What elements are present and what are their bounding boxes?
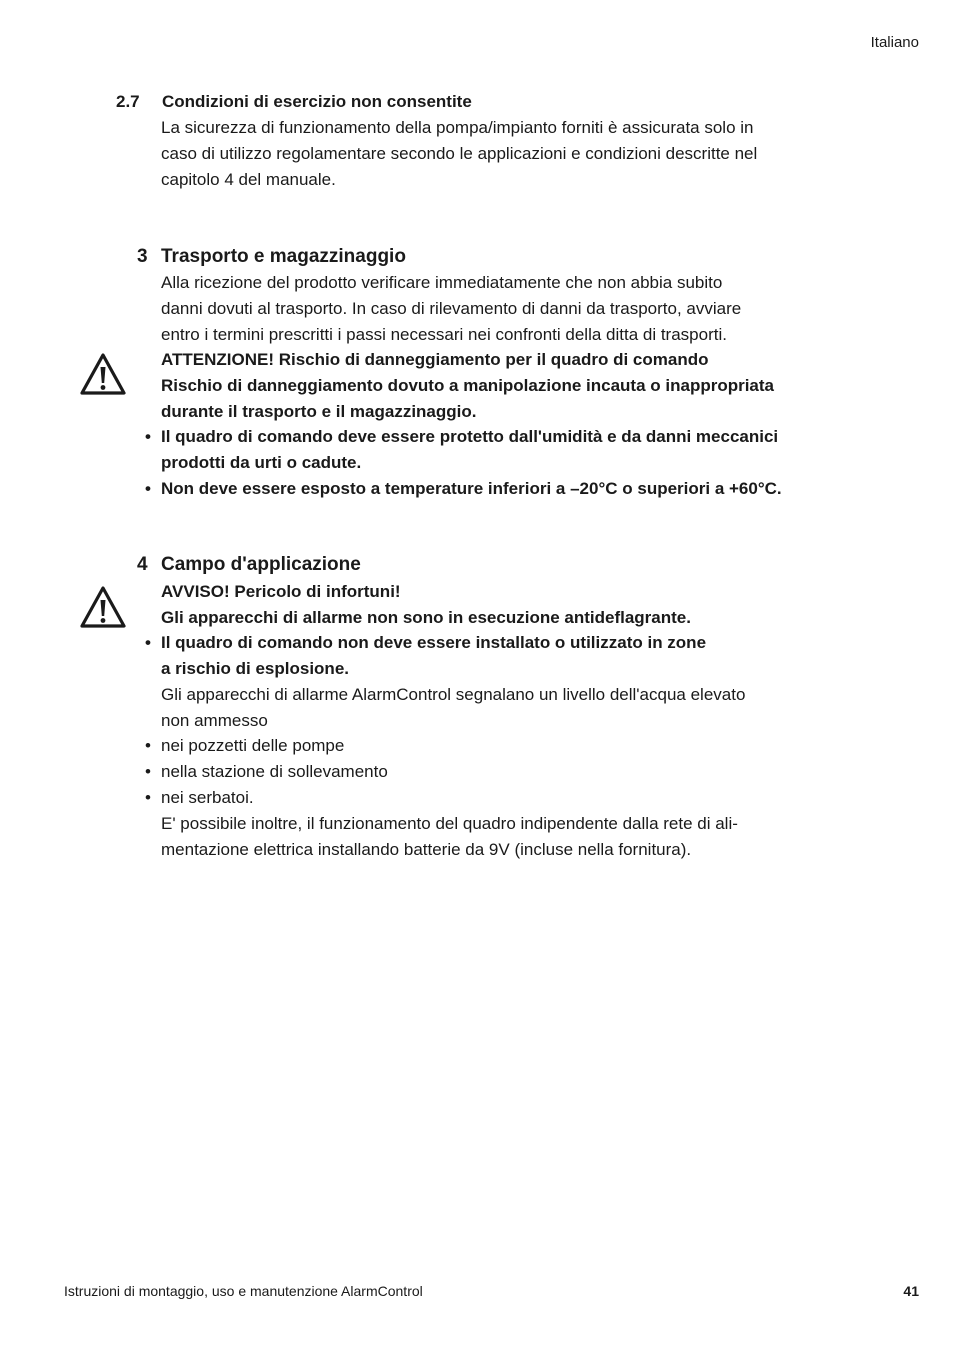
list-item-line: nella stazione di sollevamento xyxy=(161,762,388,781)
list-item xyxy=(145,424,845,476)
paragraph-line: La sicurezza di funzionamento della pompa/impianto forniti è assicurata solo in xyxy=(161,118,754,137)
list-item xyxy=(145,733,845,759)
page-number: 41 xyxy=(903,1283,919,1299)
paragraph-line: non ammesso xyxy=(161,710,268,730)
list-item-line: nei serbatoi. xyxy=(161,788,254,807)
paragraph-line: mentazione elettrica installando batterie da 9V (incluse nella fornitura). xyxy=(161,839,692,859)
section-4-warning xyxy=(161,579,841,631)
list-item xyxy=(145,630,845,682)
list-item-line: a rischio di esplosione. xyxy=(161,658,349,678)
section-number: 2.7 xyxy=(116,92,140,111)
list-item xyxy=(145,785,845,811)
warning-line: Rischio di danneggiamento dovuto a manipolazione incauta o inappropriata xyxy=(161,375,775,395)
section-4-heading xyxy=(137,554,361,576)
warning-line: ATTENZIONE! Rischio di danneggiamento per il quadro di comando xyxy=(161,350,709,369)
warning-line: Gli apparecchi di allarme non sono in esecuzione antideflagrante. xyxy=(161,607,691,627)
list-item xyxy=(145,476,845,502)
list-item-line: Il quadro di comando non deve essere installato o utilizzato in zone xyxy=(161,633,707,652)
footer-title: Istruzioni di montaggio, uso e manutenzione AlarmControl xyxy=(64,1283,423,1299)
paragraph-line: E' possibile inoltre, il funzionamento del quadro indipendente dalla rete di ali- xyxy=(161,814,738,833)
section-2-7-body xyxy=(161,115,841,192)
section-title: Trasporto e magazzinaggio xyxy=(161,246,406,267)
bullet-icon: • xyxy=(145,736,151,755)
section-3-body xyxy=(161,270,841,347)
list-item xyxy=(145,759,845,785)
bullet-icon: • xyxy=(145,479,151,498)
warning-line: durante il trasporto e il magazzinaggio. xyxy=(161,401,477,421)
paragraph-line: capitolo 4 del manuale. xyxy=(161,169,336,189)
warning-triangle-icon xyxy=(79,585,127,629)
bullet-icon: • xyxy=(145,427,151,446)
list-item-line: Il quadro di comando deve essere protetto dall'umidità e da danni meccanici xyxy=(161,427,779,446)
section-3-heading xyxy=(137,246,406,268)
warning-line: AVVISO! Pericolo di infortuni! xyxy=(161,582,401,601)
warning-triangle-icon xyxy=(79,352,127,396)
section-number: 3 xyxy=(137,246,148,267)
section-4-body xyxy=(161,682,841,734)
section-3-warning xyxy=(161,347,841,424)
list-item-line: Non deve essere esposto a temperature inferiori a –20°C o superiori a +60°C. xyxy=(161,479,782,498)
section-number: 4 xyxy=(137,554,148,575)
list-item-line: prodotti da urti o cadute. xyxy=(161,452,362,472)
header-language: Italiano xyxy=(870,34,919,51)
bullet-icon: • xyxy=(145,762,151,781)
paragraph-line: Alla ricezione del prodotto verificare immediatamente che non abbia subito xyxy=(161,273,723,292)
bullet-icon: • xyxy=(145,633,151,652)
section-title: Campo d'applicazione xyxy=(161,554,361,575)
paragraph-line: entro i termini prescritti i passi necessari nei confronti della ditta di trasporti. xyxy=(161,324,727,344)
bullet-icon: • xyxy=(145,788,151,807)
section-2-7-heading xyxy=(116,92,472,112)
paragraph-line: caso di utilizzo regolamentare secondo le applicazioni e condizioni descritte nel xyxy=(161,143,758,163)
paragraph-line: danni dovuti al trasporto. In caso di rilevamento di danni da trasporto, avviare xyxy=(161,298,742,318)
list-item-line: nei pozzetti delle pompe xyxy=(161,736,345,755)
section-title: Condizioni di esercizio non consentite xyxy=(162,92,472,111)
section-4-closing xyxy=(161,811,841,863)
paragraph-line: Gli apparecchi di allarme AlarmControl segnalano un livello dell'acqua elevato xyxy=(161,685,746,704)
